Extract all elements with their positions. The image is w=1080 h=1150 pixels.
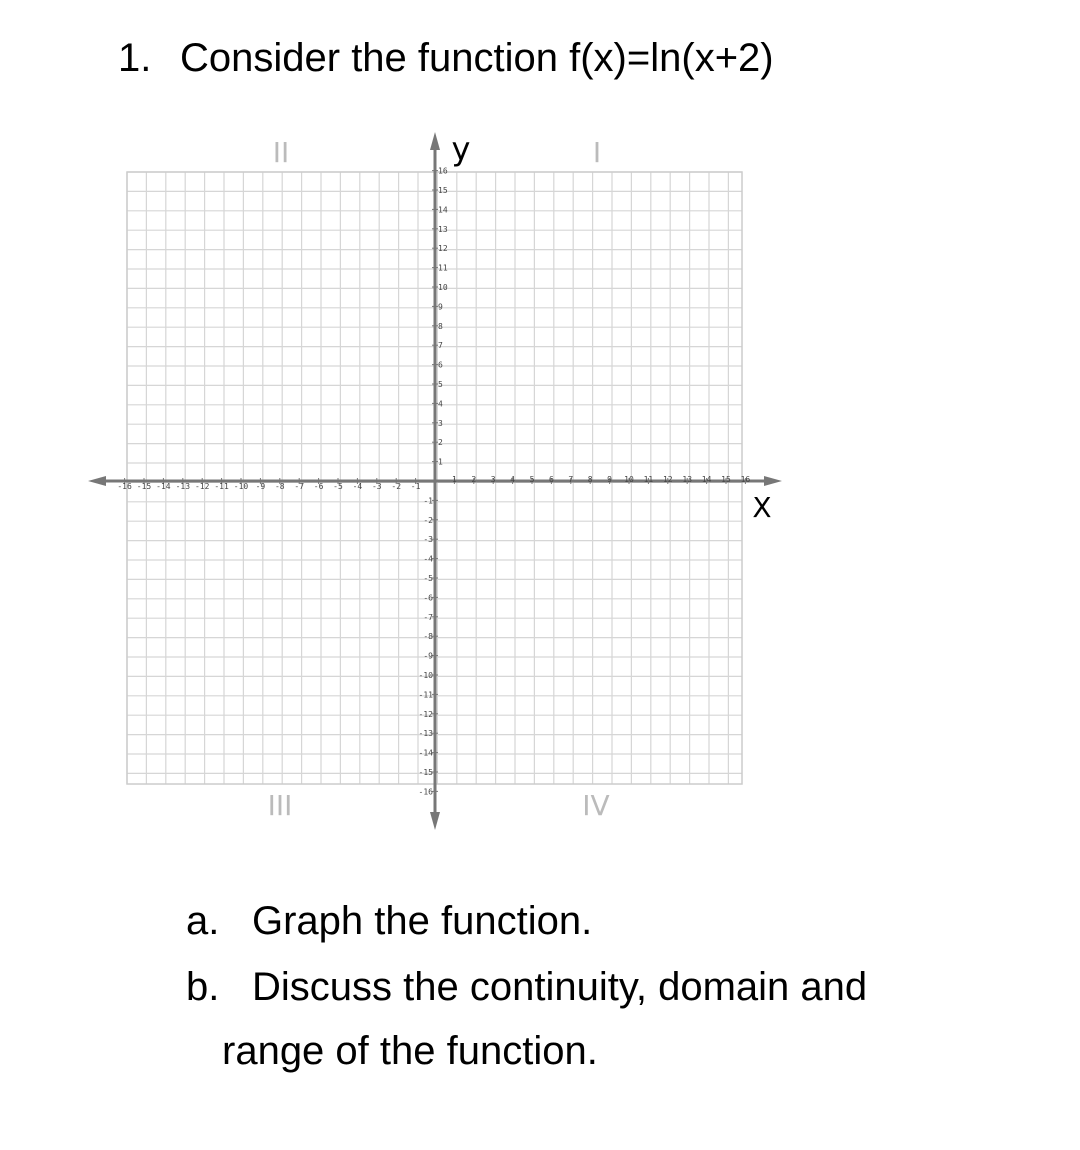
x-tick-label: -16 <box>117 482 132 491</box>
x-tick-label: -2 <box>391 482 402 491</box>
y-tick-label: -15 <box>418 768 433 777</box>
x-tick-label: 3 <box>490 475 496 484</box>
x-tick-label: -6 <box>313 482 324 491</box>
x-tick-label: -5 <box>333 482 343 491</box>
y-tick-label: -7 <box>423 612 433 622</box>
x-tick-label: -7 <box>294 482 305 491</box>
x-tick-label: -3 <box>371 482 382 491</box>
y-tick-label: -11 <box>418 690 433 700</box>
y-tick-label: -16 <box>418 787 433 797</box>
y-tick-label: 3 <box>438 418 443 428</box>
y-tick-label: 14 <box>438 205 448 215</box>
y-tick-label: 11 <box>438 263 448 273</box>
y-tick-label: 6 <box>438 360 443 370</box>
x-tick-label: 1 <box>451 475 457 484</box>
x-tick-label: 9 <box>607 475 613 484</box>
part-a <box>186 888 867 954</box>
x-tick-label: -4 <box>352 482 363 491</box>
x-tick-label: -9 <box>255 482 266 491</box>
part-a-text: Graph the function. <box>252 899 593 943</box>
question-parts <box>186 888 867 1084</box>
x-tick-label: -13 <box>175 482 191 491</box>
x-tick-label: 6 <box>548 475 554 484</box>
y-axis-arrow-bottom <box>430 812 440 830</box>
y-tick-label: -10 <box>418 671 433 680</box>
x-tick-label: -15 <box>136 482 152 491</box>
x-tick-label: 8 <box>587 475 593 484</box>
part-a-label: a. <box>186 899 220 943</box>
y-tick-label: -4 <box>423 554 433 564</box>
y-tick-label: 16 <box>438 166 448 176</box>
x-tick-label: 10 <box>624 475 634 484</box>
part-b-text-continued: range of the function. <box>222 1029 598 1073</box>
y-tick-label: -13 <box>418 729 433 739</box>
x-axis-label: X <box>752 491 772 524</box>
y-tick-label: -6 <box>423 593 433 603</box>
x-tick-label: -1 <box>410 482 421 491</box>
part-b-text: Discuss the continuity, domain and <box>252 965 868 1009</box>
x-tick-label: -8 <box>274 482 285 491</box>
x-tick-label: 12 <box>662 475 673 484</box>
x-tick-label: 4 <box>510 475 516 484</box>
y-tick-label: 12 <box>438 244 448 254</box>
y-tick-label: 7 <box>438 341 443 351</box>
x-tick-label: 5 <box>529 475 535 484</box>
y-tick-label: 2 <box>438 438 443 448</box>
x-tick-label: -12 <box>194 482 210 491</box>
x-tick-label: -10 <box>233 482 249 491</box>
part-b-label: b. <box>186 965 220 1009</box>
question-number: 1. <box>118 36 152 80</box>
y-tick-label: -12 <box>418 709 433 719</box>
x-tick-label: 11 <box>643 475 654 484</box>
y-tick-label: 10 <box>438 283 448 292</box>
quadrant-label-ii: II <box>272 136 290 169</box>
x-tick-label: -11 <box>214 482 229 491</box>
y-tick-label: 1 <box>438 457 443 467</box>
part-b <box>186 954 867 1084</box>
x-axis-arrow-left <box>88 476 106 486</box>
y-tick-label: 9 <box>438 302 443 312</box>
y-tick-label: -5 <box>423 574 433 583</box>
quadrant-label-i: I <box>592 136 602 169</box>
y-tick-label: -9 <box>423 651 433 661</box>
x-tick-label: 16 <box>740 475 751 484</box>
x-tick-label: 7 <box>568 475 574 484</box>
y-tick-label: 13 <box>438 224 448 234</box>
x-axis-arrow-right <box>764 476 782 486</box>
quadrant-label-iv: IV <box>582 789 610 822</box>
y-tick-label: 5 <box>438 380 443 389</box>
question-text: Consider the function f(x)=ln(x+2) <box>180 36 774 80</box>
y-tick-label: -3 <box>423 535 433 545</box>
y-tick-label: 15 <box>438 186 448 195</box>
quadrant-label-iii: III <box>267 789 293 822</box>
y-tick-label: -8 <box>423 632 433 642</box>
y-tick-label: 4 <box>438 399 443 409</box>
y-axis-arrow-top <box>430 132 440 150</box>
x-tick-label: 15 <box>721 475 731 484</box>
y-tick-label: 8 <box>438 321 443 331</box>
axes <box>88 132 782 830</box>
x-tick-label: 13 <box>682 475 693 484</box>
x-tick-label: 2 <box>471 475 477 484</box>
y-axis-label: y <box>451 130 471 168</box>
y-tick-label: -1 <box>423 496 433 506</box>
y-tick-label: -14 <box>418 748 433 758</box>
x-tick-label: -14 <box>156 482 171 491</box>
x-tick-label: 14 <box>701 475 712 484</box>
y-tick-label: -2 <box>423 515 433 525</box>
